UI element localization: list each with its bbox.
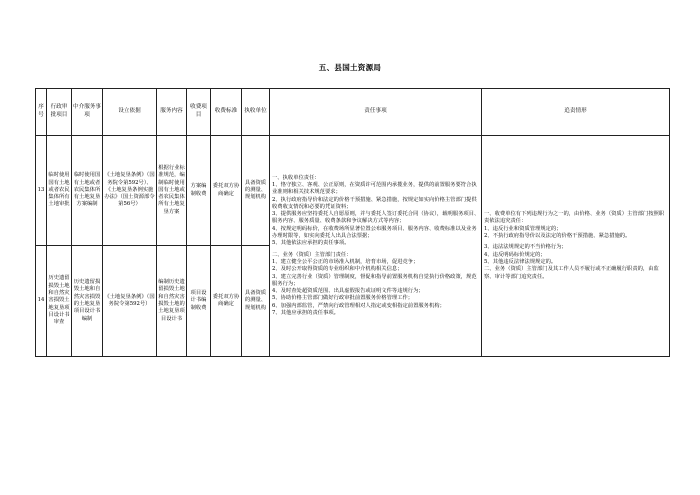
cell-fee: 项目设计书编制收费 [187,246,211,357]
cell-item: 临时使用国有土地或者农民集体所有土地审批 [47,136,72,246]
cell-intermediary: 历史遗留损毁土地和自然灾害损毁的土地复垦项目设计书编制 [72,246,103,357]
header-fee-standard: 收费标准 [211,89,242,136]
header-basis: 设立依据 [103,89,157,136]
cell-content: 根据行业标准规范，编制临时使用国有土地或者农民集体所有土地复垦方案 [157,136,187,246]
fee-table [35,88,670,357]
cell-executor: 具备资质的测量、规划机构 [242,246,270,357]
cell-fee-standard: 委托双方协商确定 [211,136,242,246]
header-accountability: 追责情形 [482,89,670,136]
cell-seq: 14 [36,246,47,357]
page-title: 五、县国土资源局 [318,63,382,72]
duty-line: 4、按规定明码标价，在收费场所显著位置公布服务项目、服务内容、收费标准以及业务办理时限等，如实向委托人出具合法票据； [272,225,477,240]
header-content: 服务内容 [157,89,187,136]
duty-line: 2、执行政府指导价和法定的价格干预措施、紧急措施，按规定如实向价格主管部门提供收费收支情况和必要的凭证资料； [272,196,477,210]
cell-item: 历史遗留损毁土地和自然灾害损毁土地复垦项目设计书审查 [47,246,72,357]
accountability-line: 一、收费单位有下列违规行为之一的，由价格、业务（资质）主管部门按照职责依法追究责任： [484,211,665,225]
header-executor: 执收单位 [242,89,270,136]
cell-basis: 《土地复垦条例》（国务院令第592号）、《土地复垦条例实施办法》（国土资源部令第56号） [103,136,157,246]
duty-line: 二、业务（资质）主管部门责任： [272,251,352,258]
accountability-line: 4、违反明码标价规定的； [484,251,546,258]
duty-line: 5、协助价格主管部门做好行政审批前置服务价格管理工作； [272,295,414,302]
header-seq: 序号 [36,89,47,136]
accountability-line: 3、违法法规规定的不当价格行为； [484,244,567,251]
duty-line: 6、加强内部监管，严禁向行政管理相对人指定或变相指定前置服务机构； [272,302,445,309]
cell-content: 编制历史遗留损毁土地和自然灾害损毁土地的土地复垦项目设计书 [157,246,187,357]
header-fee: 收费项目 [187,89,211,136]
duty-line: 7、其他应承担的责任事项。 [272,310,339,317]
header-item: 行政审批项目 [47,89,72,136]
cell-fee-standard: 委托双方协商确定 [211,246,242,357]
cell-executor: 具备资质的测量、规划机构 [242,136,270,246]
duty-cell [270,136,482,357]
duty-line: 4、及时查处超资质范围、出具虚假报告或证明文件等违规行为； [272,288,424,295]
duty-line: 2、及时公开取得资质的专业组织和中介机构相关信息； [272,266,403,273]
cell-seq: 13 [36,136,47,246]
cell-intermediary: 临时使用国有土地或者农民集体所有土地复垦方案编制 [72,136,103,246]
duty-line: 1、建立健全公平公正的市场准入机制，培育市场，促进竞争； [272,258,419,265]
accountability-line: 二、业务（资质）主管部门及其工作人员不履行或不正确履行职责的，由监察、审计等部门追究责任。 [484,266,659,280]
cell-basis: 《土地复垦条例》（国务院令第592号） [103,246,157,357]
duty-line: 3、提供服务应坚持委托人自愿原则，并与委托人签订委托合同（协议），载明服务项目、服务内容、服务质量、收费条款和争议解决方式等内容； [272,211,480,225]
header-duty: 责任事项 [270,89,482,136]
accountability-line: 1、违反行业和资质管理规定的； [484,225,562,232]
accountability-line: 2、不执行政府指导价以及法定的价格干预措施、紧急措施的。 [484,233,631,240]
duty-line: 3、建立完善行业（资质）管理制度，督促和指导前置服务机构自觉执行价格政策，规范服务行为； [272,273,477,287]
header-intermediary: 中介服务事项 [72,89,103,136]
table-header-row [36,89,670,136]
duty-line: 5、其他依法应承担的责任事项。 [272,240,350,247]
duty-line: 1、恪守独立、客观、公正原则，在资质许可范围内承揽业务，提供的前置服务要符合执业准则和相关技术规范要求； [272,181,477,196]
duty-line: 一、执收单位责任： [272,174,320,181]
accountability-line: 5、其他违反法律法规规定的。 [484,258,557,265]
table-row [36,136,670,246]
cell-fee: 方案编制收费 [187,136,211,246]
accountability-cell [482,136,670,357]
